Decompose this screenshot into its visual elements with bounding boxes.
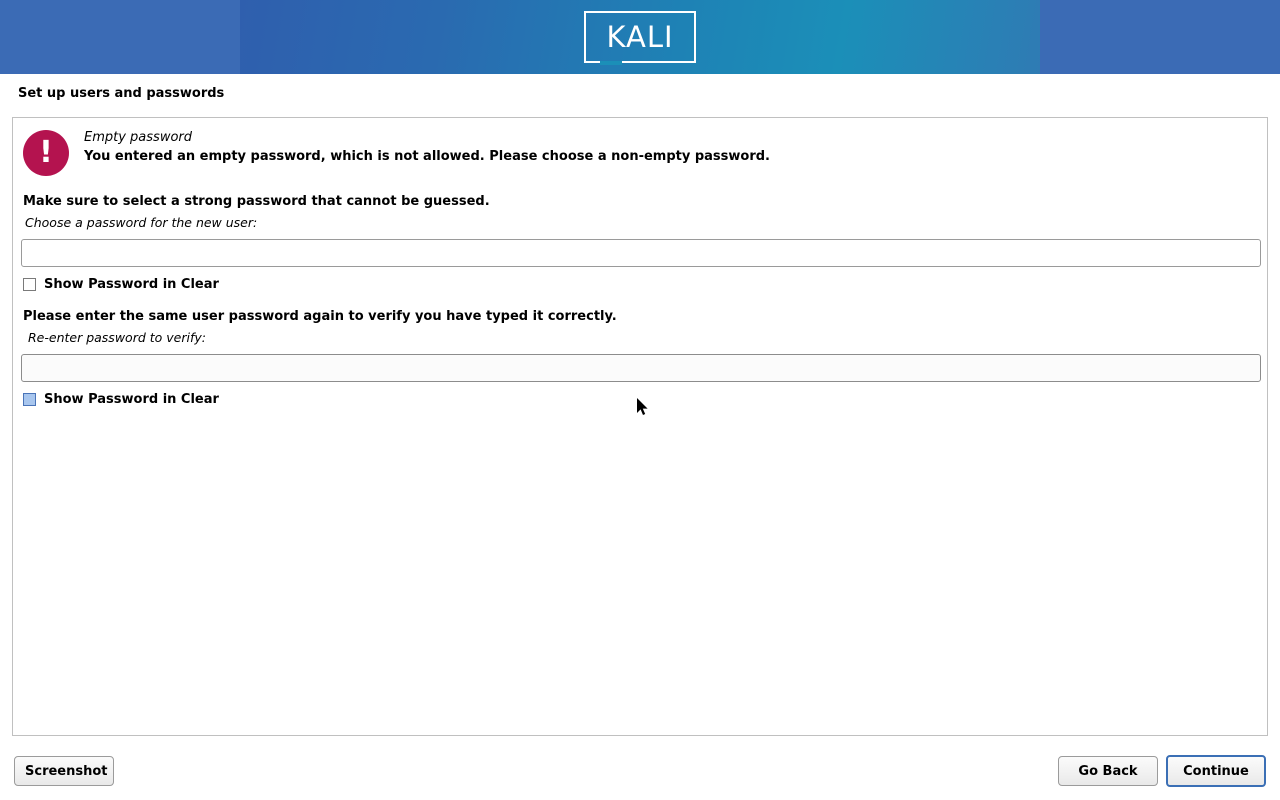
- screenshot-button[interactable]: Screenshot: [14, 756, 114, 786]
- kali-logo-text: KALI: [606, 20, 674, 54]
- show-password-checkbox-2[interactable]: [23, 393, 36, 406]
- error-description: You entered an empty password, which is not allowed. Please choose a non-empty password.: [84, 149, 770, 164]
- go-back-button[interactable]: Go Back: [1058, 756, 1158, 786]
- verify-password-input[interactable]: [21, 354, 1261, 382]
- show-password-checkbox-1[interactable]: [23, 278, 36, 291]
- exclamation-icon: [23, 130, 69, 176]
- show-password-label-1: Show Password in Clear: [44, 277, 219, 292]
- kali-logo: [584, 11, 696, 63]
- show-password-checkbox-row-2[interactable]: [23, 392, 219, 407]
- password-strength-hint: Make sure to select a strong password that cannot be guessed.: [23, 194, 490, 209]
- error-text-block: [84, 128, 770, 164]
- page-title: Set up users and passwords: [18, 86, 225, 101]
- verify-field-label: Re-enter password to verify:: [28, 330, 206, 345]
- kali-banner: [0, 0, 1280, 74]
- error-banner: [23, 128, 1253, 176]
- password-field-label: Choose a password for the new user:: [25, 215, 258, 230]
- password-input[interactable]: [21, 239, 1261, 267]
- verify-instruction: Please enter the same user password again to verify you have typed it correctly.: [23, 309, 617, 324]
- installer-content-frame: [12, 117, 1268, 736]
- exclamation-symbol: !: [39, 135, 53, 170]
- error-title: Empty password: [84, 130, 192, 145]
- show-password-label-2: Show Password in Clear: [44, 392, 219, 407]
- show-password-checkbox-row-1[interactable]: [23, 277, 219, 292]
- banner-logo-notch: [600, 61, 622, 65]
- continue-button[interactable]: Continue: [1166, 755, 1266, 787]
